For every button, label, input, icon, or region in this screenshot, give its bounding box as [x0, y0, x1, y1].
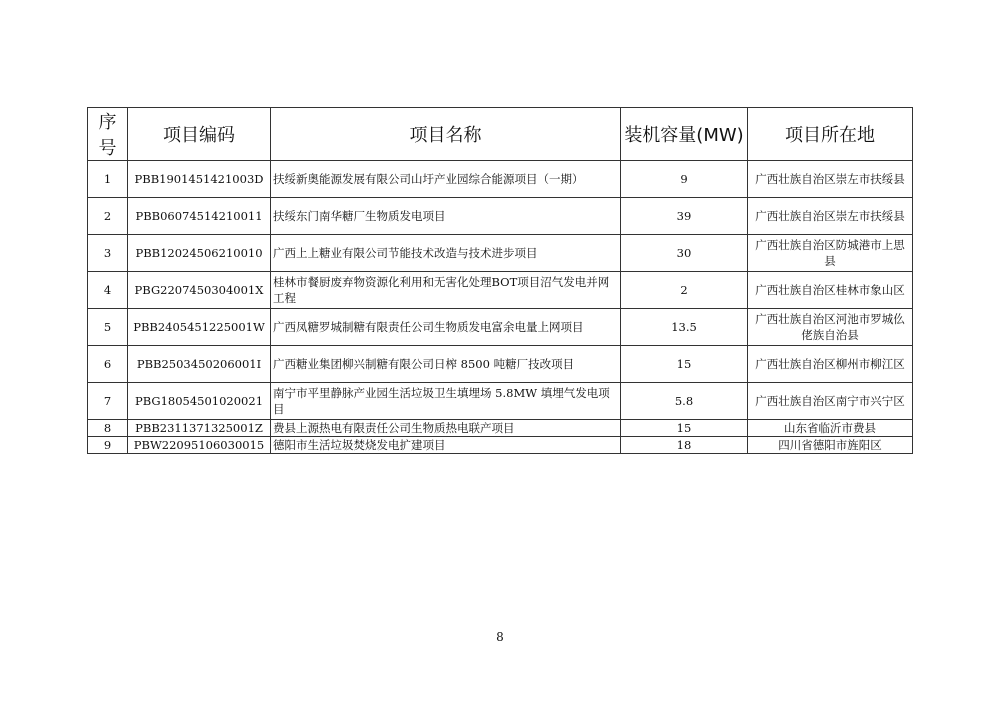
- cell-capacity: 18: [621, 437, 748, 454]
- cell-capacity: 9: [621, 161, 748, 198]
- cell-index: 9: [88, 437, 128, 454]
- cell-index: 7: [88, 383, 128, 420]
- table-row: [88, 383, 913, 420]
- cell-code: PBG18054501020021: [128, 383, 271, 420]
- cell-location: 广西壮族自治区柳州市柳江区: [748, 346, 913, 383]
- header-capacity: 装机容量(MW): [621, 108, 748, 161]
- cell-capacity: 15: [621, 420, 748, 437]
- cell-code: PBW22095106030015: [128, 437, 271, 454]
- page-number: 8: [496, 630, 504, 644]
- project-table: [87, 107, 913, 454]
- header-code: 项目编码: [128, 108, 271, 161]
- cell-location: 广西壮族自治区南宁市兴宁区: [748, 383, 913, 420]
- cell-capacity: 5.8: [621, 383, 748, 420]
- header-location: 项目所在地: [748, 108, 913, 161]
- cell-name: 扶绥东门南华糖厂生物质发电项目: [271, 198, 621, 235]
- cell-name: 南宁市平里静脉产业园生活垃圾卫生填埋场 5.8MW 填埋气发电项目: [271, 383, 621, 420]
- cell-location: 四川省德阳市旌阳区: [748, 437, 913, 454]
- cell-code: PBB2503450206001I: [128, 346, 271, 383]
- cell-capacity: 39: [621, 198, 748, 235]
- cell-capacity: 2: [621, 272, 748, 309]
- cell-location: 山东省临沂市费县: [748, 420, 913, 437]
- table-header-row: [88, 108, 913, 161]
- cell-index: 2: [88, 198, 128, 235]
- cell-code: PBB2311371325001Z: [128, 420, 271, 437]
- cell-name: 费县上源热电有限责任公司生物质热电联产项目: [271, 420, 621, 437]
- cell-name: 德阳市生活垃圾焚烧发电扩建项目: [271, 437, 621, 454]
- cell-index: 6: [88, 346, 128, 383]
- cell-index: 5: [88, 309, 128, 346]
- cell-capacity: 30: [621, 235, 748, 272]
- cell-name: 扶绥新奥能源发展有限公司山圩产业园综合能源项目（一期）: [271, 161, 621, 198]
- table-row: [88, 161, 913, 198]
- cell-index: 8: [88, 420, 128, 437]
- table-row: [88, 346, 913, 383]
- table-row: [88, 235, 913, 272]
- cell-index: 3: [88, 235, 128, 272]
- cell-code: PBB12024506210010: [128, 235, 271, 272]
- cell-index: 4: [88, 272, 128, 309]
- cell-code: PBB2405451225001W: [128, 309, 271, 346]
- cell-location: 广西壮族自治区桂林市象山区: [748, 272, 913, 309]
- cell-name: 桂林市餐厨废弃物资源化利用和无害化处理BOT项目沼气发电并网工程: [271, 272, 621, 309]
- cell-index: 1: [88, 161, 128, 198]
- cell-name: 广西糖业集团柳兴制糖有限公司日榨 8500 吨糖厂技改项目: [271, 346, 621, 383]
- cell-name: 广西上上糖业有限公司节能技术改造与技术进步项目: [271, 235, 621, 272]
- cell-code: PBB1901451421003D: [128, 161, 271, 198]
- cell-capacity: 15: [621, 346, 748, 383]
- cell-location: 广西壮族自治区崇左市扶绥县: [748, 161, 913, 198]
- table-row: [88, 437, 913, 454]
- cell-capacity: 13.5: [621, 309, 748, 346]
- cell-location: 广西壮族自治区河池市罗城仫佬族自治县: [748, 309, 913, 346]
- header-index: 序号: [88, 108, 128, 161]
- cell-code: PBB06074514210011: [128, 198, 271, 235]
- header-name: 项目名称: [271, 108, 621, 161]
- table-row: [88, 309, 913, 346]
- table-row: [88, 272, 913, 309]
- table-row: [88, 420, 913, 437]
- cell-location: 广西壮族自治区防城港市上思县: [748, 235, 913, 272]
- table-row: [88, 198, 913, 235]
- cell-location: 广西壮族自治区崇左市扶绥县: [748, 198, 913, 235]
- cell-code: PBG2207450304001X: [128, 272, 271, 309]
- cell-name: 广西凤糖罗城制糖有限责任公司生物质发电富余电量上网项目: [271, 309, 621, 346]
